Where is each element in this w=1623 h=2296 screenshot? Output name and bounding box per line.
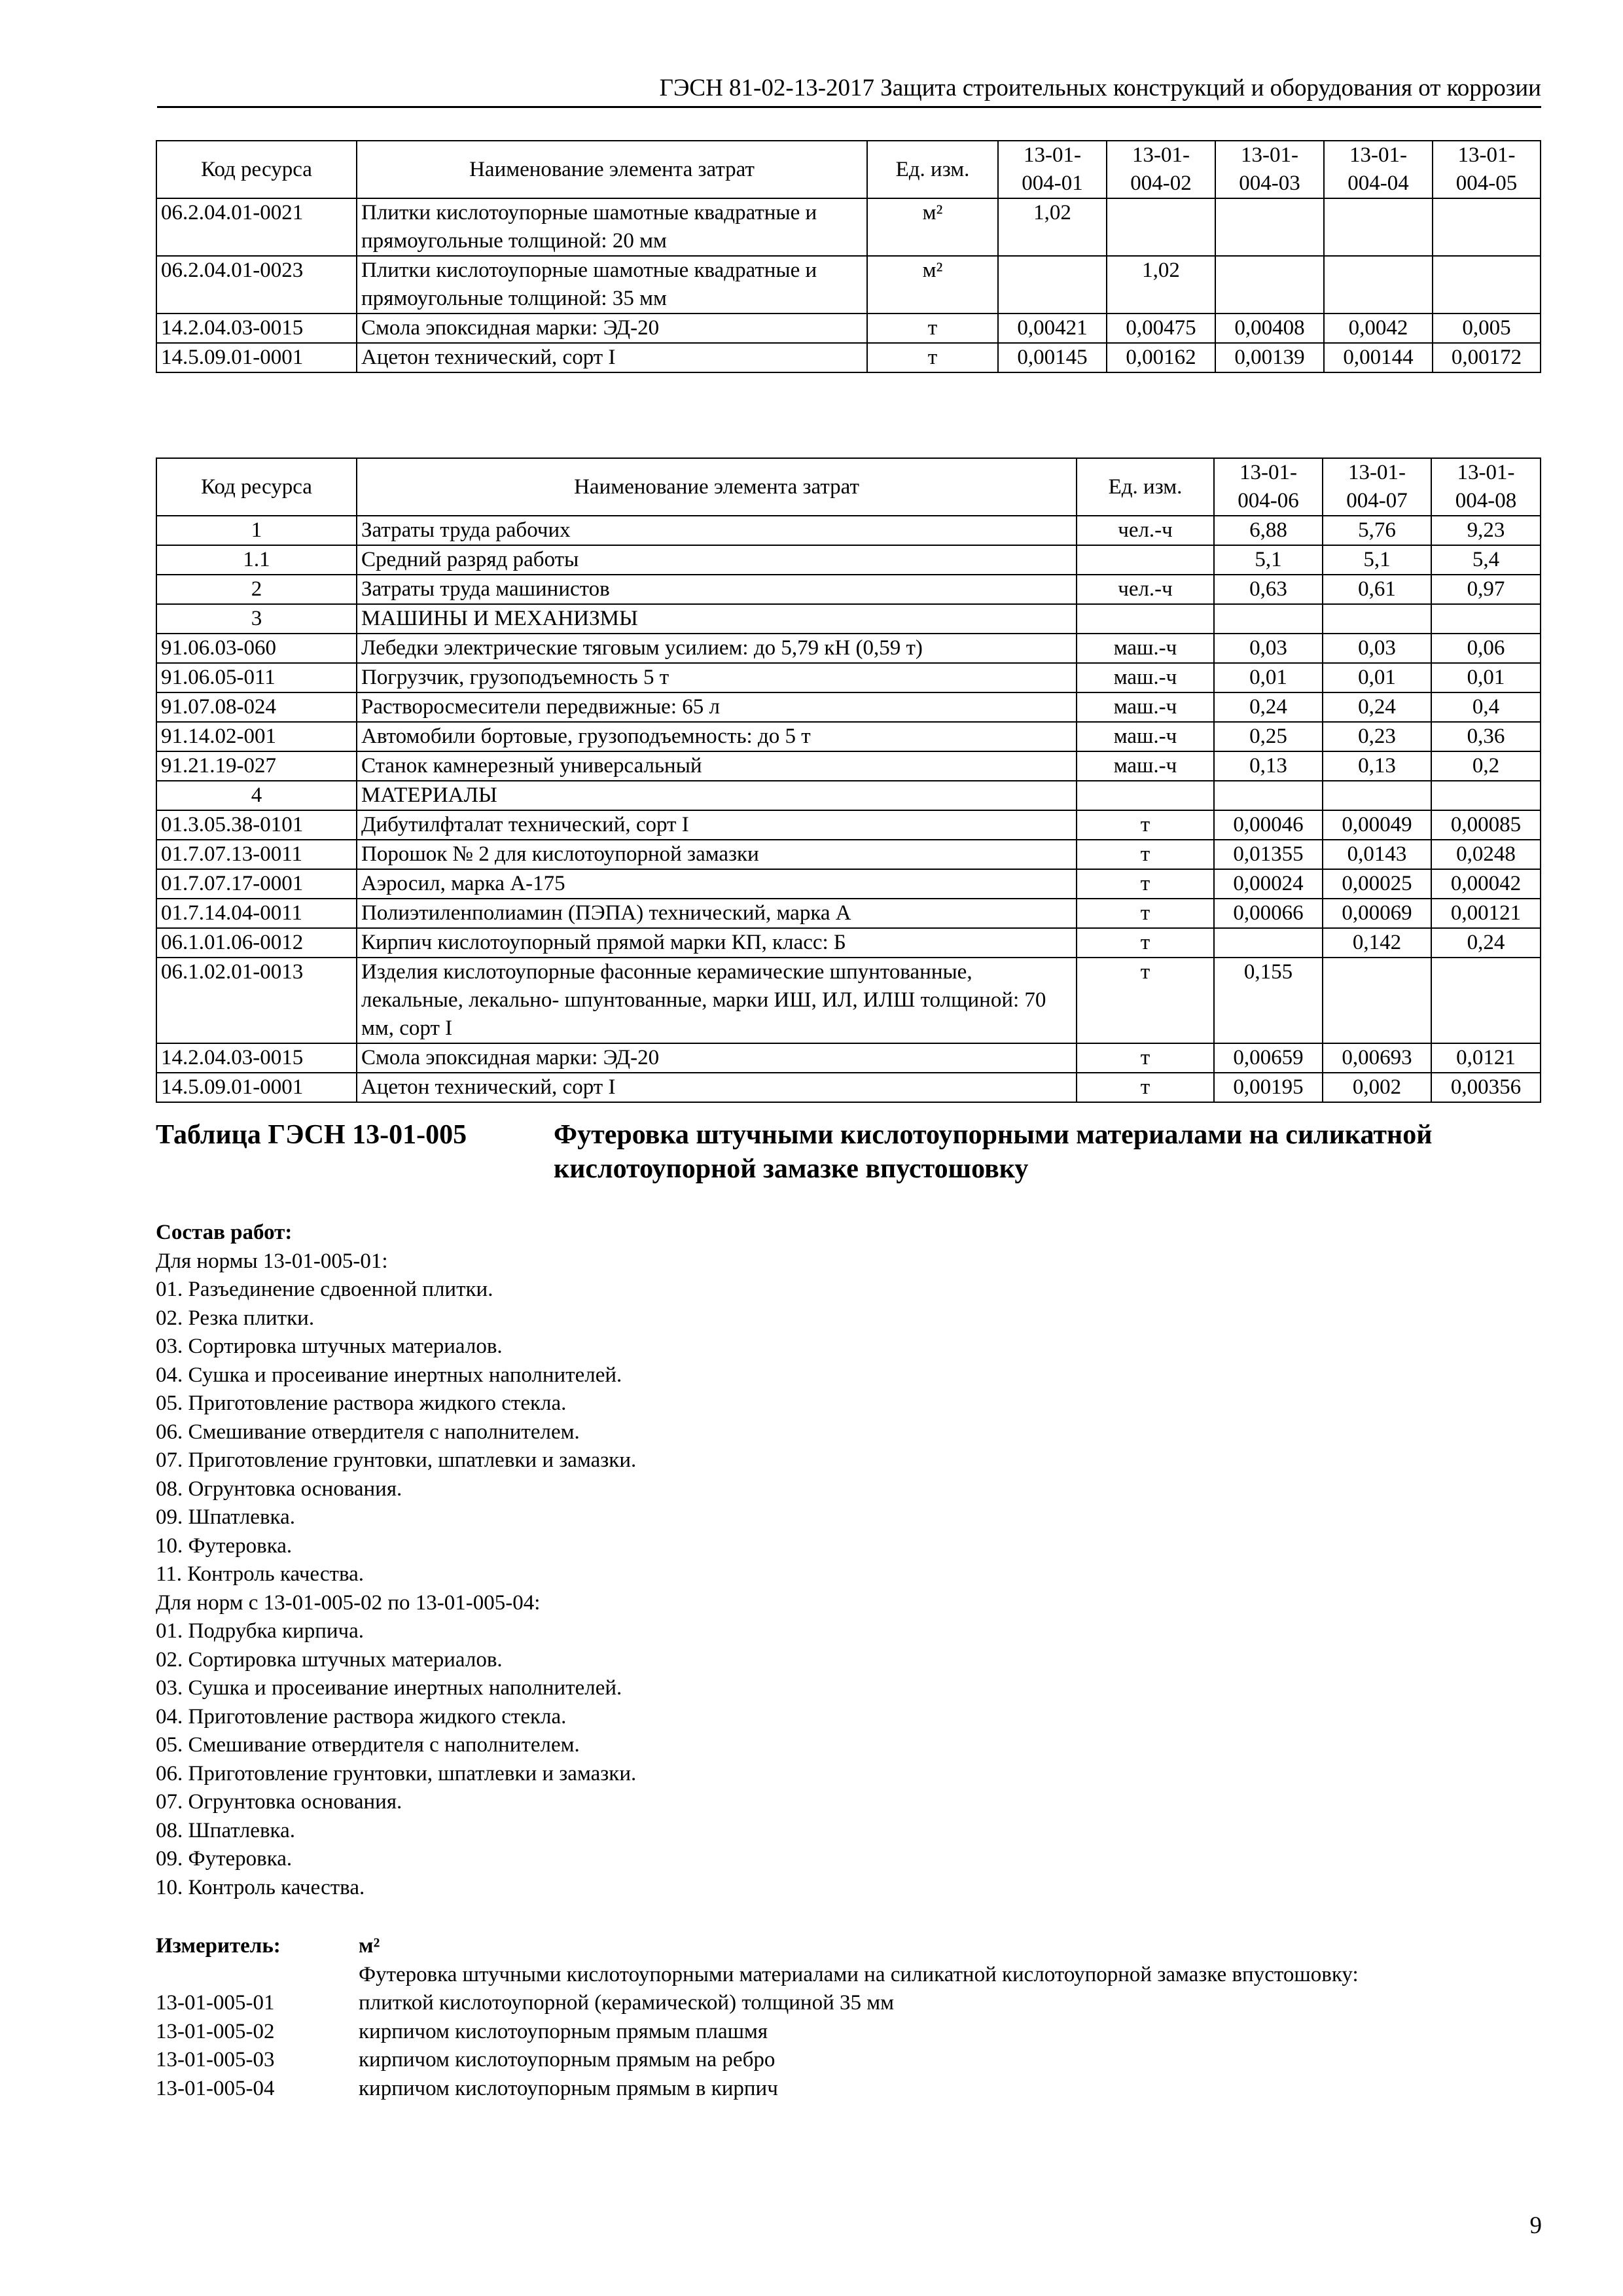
norm-value xyxy=(1214,604,1323,634)
norm-code: 13-01-005-03 xyxy=(156,2048,275,2072)
norm-value: 0,0143 xyxy=(1323,840,1431,869)
resource-code: 01.7.14.04-0011 xyxy=(156,899,357,928)
norm-value: 0,01 xyxy=(1431,663,1541,692)
table-row xyxy=(156,899,1541,928)
resource-unit xyxy=(1077,604,1214,634)
norm-value: 0,24 xyxy=(1323,692,1431,722)
table-row xyxy=(156,692,1541,722)
norm-description: кирпичом кислотоупорным прямым плашмя xyxy=(359,2019,768,2043)
norm-value: 0,00145 xyxy=(998,343,1107,372)
resource-code: 2 xyxy=(156,575,357,604)
work-composition xyxy=(156,1219,1540,1902)
resource-code: 06.1.01.06-0012 xyxy=(156,928,357,958)
norm-value xyxy=(1215,198,1324,256)
norm-value xyxy=(1433,198,1541,256)
resource-unit: т xyxy=(1077,840,1214,869)
col-header-norm: 13-01- 004-06 xyxy=(1214,458,1323,516)
table-row xyxy=(156,198,1541,256)
norm-value: 9,23 xyxy=(1431,516,1541,545)
norm-value: 5,1 xyxy=(1323,545,1431,575)
norm-value: 1,02 xyxy=(1107,256,1215,314)
work-step: 09. Футеровка. xyxy=(156,1847,293,1871)
col-header-norm: 13-01- 004-05 xyxy=(1433,141,1541,198)
norm-value: 0,25 xyxy=(1214,722,1323,751)
col-header-norm: 13-01- 004-07 xyxy=(1323,458,1431,516)
resource-name: Растворосмесители передвижные: 65 л xyxy=(357,692,1077,722)
table-row xyxy=(156,516,1541,545)
work-step: 08. Шпатлевка. xyxy=(156,1818,295,1842)
resource-code: 91.06.05-011 xyxy=(156,663,357,692)
work-step: 05. Приготовление раствора жидкого стекла. xyxy=(156,1391,567,1415)
norm-value: 0,00693 xyxy=(1323,1043,1431,1073)
resource-name: Автомобили бортовые, грузоподъемность: до 5 т xyxy=(357,722,1077,751)
work-step: 10. Контроль качества. xyxy=(156,1875,365,1899)
work-step: 01. Разъединение сдвоенной плитки. xyxy=(156,1278,493,1301)
table-row xyxy=(156,575,1541,604)
norm-value: 0,2 xyxy=(1431,751,1541,781)
norm-value: 0,155 xyxy=(1214,958,1323,1043)
norm-value: 0,00121 xyxy=(1431,899,1541,928)
norm-value xyxy=(998,256,1107,314)
resource-name: Плитки кислотоупорные шамотные квадратные и прямоугольные толщиной: 35 мм xyxy=(357,256,867,314)
meter-section xyxy=(156,1932,1540,2103)
norm-value: 0,00139 xyxy=(1215,343,1324,372)
resource-name: Порошок № 2 для кислотоупорной замазки xyxy=(357,840,1077,869)
table-row xyxy=(156,314,1541,343)
resource-code: 1 xyxy=(156,516,357,545)
norm-value xyxy=(1324,256,1433,314)
resource-code: 14.2.04.03-0015 xyxy=(156,1043,357,1073)
resource-name: МАТЕРИАЛЫ xyxy=(357,781,1077,810)
resource-name: Смола эпоксидная марки: ЭД-20 xyxy=(357,1043,1077,1073)
resource-name: Станок камнерезный универсальный xyxy=(357,751,1077,781)
resource-unit: т xyxy=(1077,1043,1214,1073)
resource-unit: чел.-ч xyxy=(1077,516,1214,545)
table-row xyxy=(156,343,1541,372)
norm-value xyxy=(1215,256,1324,314)
norm-value: 0,0121 xyxy=(1431,1043,1541,1073)
work-step: 10. Футеровка. xyxy=(156,1534,293,1558)
resource-code: 06.1.02.01-0013 xyxy=(156,958,357,1043)
norm-value: 0,142 xyxy=(1323,928,1431,958)
table-row xyxy=(156,810,1541,840)
norm-value xyxy=(1431,604,1541,634)
norm-value xyxy=(1323,604,1431,634)
resource-code: 91.21.19-027 xyxy=(156,751,357,781)
meter-item xyxy=(156,2075,1540,2104)
norm-value: 1,02 xyxy=(998,198,1107,256)
norm-value: 0,63 xyxy=(1214,575,1323,604)
resource-name: Полиэтиленполиамин (ПЭПА) технический, марка А xyxy=(357,899,1077,928)
meter-unit: м² xyxy=(359,1934,380,1958)
work-step: 07. Приготовление грунтовки, шпатлевки и замазки. xyxy=(156,1448,637,1472)
norm-value: 5,4 xyxy=(1431,545,1541,575)
norm-value: 5,1 xyxy=(1214,545,1323,575)
work-step: 03. Сушка и просеивание инертных наполнителей. xyxy=(156,1676,622,1700)
resource-name: Кирпич кислотоупорный прямой марки КП, класс: Б xyxy=(357,928,1077,958)
norm-value: 0,24 xyxy=(1431,928,1541,958)
resource-name: Изделия кислотоупорные фасонные керамические шпунтованные, лекальные, лекально- шпунтованные, марки ИШ, ИЛ, ИЛШ толщиной: 70 мм, сорт I xyxy=(357,958,1077,1043)
norm-value: 0,06 xyxy=(1431,634,1541,663)
norm-value: 0,0042 xyxy=(1324,314,1433,343)
table-row xyxy=(156,1043,1541,1073)
norm-value: 0,005 xyxy=(1433,314,1541,343)
resource-code: 01.3.05.38-0101 xyxy=(156,810,357,840)
norm-value: 0,00085 xyxy=(1431,810,1541,840)
norm-value: 6,88 xyxy=(1214,516,1323,545)
col-header-name: Наименование элемента затрат xyxy=(357,458,1077,516)
norm-value: 0,24 xyxy=(1214,692,1323,722)
norm-description: плиткой кислотоупорной (керамической) толщиной 35 мм xyxy=(359,1991,894,2015)
resource-unit xyxy=(1077,545,1214,575)
resource-unit: чел.-ч xyxy=(1077,575,1214,604)
col-header-norm: 13-01- 004-02 xyxy=(1107,141,1215,198)
table-row xyxy=(156,256,1541,314)
resource-code: 06.2.04.01-0021 xyxy=(156,198,357,256)
resource-name: Ацетон технический, сорт I xyxy=(357,343,867,372)
work-step: 05. Смешивание отвердителя с наполнителем. xyxy=(156,1733,580,1757)
resource-unit: т xyxy=(1077,899,1214,928)
work-step: 11. Контроль качества. xyxy=(156,1562,364,1586)
col-header-norm: 13-01- 004-04 xyxy=(1324,141,1433,198)
resource-code: 14.5.09.01-0001 xyxy=(156,343,357,372)
resource-unit: маш.-ч xyxy=(1077,692,1214,722)
resource-name: Затраты труда машинистов xyxy=(357,575,1077,604)
col-header-norm: 13-01- 004-01 xyxy=(998,141,1107,198)
table-header-row xyxy=(156,141,1541,198)
norm-value: 0,00049 xyxy=(1323,810,1431,840)
norm-value: 0,00356 xyxy=(1431,1073,1541,1102)
norm-value: 5,76 xyxy=(1323,516,1431,545)
norm-value xyxy=(1214,928,1323,958)
norm-code: 13-01-005-02 xyxy=(156,2019,275,2043)
norm-value: 0,01 xyxy=(1323,663,1431,692)
work-step: 01. Подрубка кирпича. xyxy=(156,1619,365,1643)
resource-code: 01.7.07.17-0001 xyxy=(156,869,357,899)
table-row xyxy=(156,604,1541,634)
meter-item xyxy=(156,2018,1540,2047)
work-step: 04. Приготовление раствора жидкого стекла. xyxy=(156,1704,567,1729)
norm-value xyxy=(1323,958,1431,1043)
norm-value: 0,0248 xyxy=(1431,840,1541,869)
table-row xyxy=(156,1073,1541,1102)
resource-name: Ацетон технический, сорт I xyxy=(357,1073,1077,1102)
resource-code: 01.7.07.13-0011 xyxy=(156,840,357,869)
norm-value: 0,97 xyxy=(1431,575,1541,604)
resource-unit: м² xyxy=(867,198,998,256)
norm-code: 13-01-005-04 xyxy=(156,2076,275,2100)
table-row xyxy=(156,840,1541,869)
work-step: 06. Приготовление грунтовки, шпатлевки и замазки. xyxy=(156,1761,637,1785)
meter-intro: Футеровка штучными кислотоупорными материалами на силикатной кислотоупорной замазке впустошовку: xyxy=(359,1962,1359,1986)
work-step: 07. Огрунтовка основания. xyxy=(156,1790,402,1814)
norm-value: 0,13 xyxy=(1214,751,1323,781)
norm-description: кирпичом кислотоупорным прямым в кирпич xyxy=(359,2076,778,2100)
norm-value: 0,00144 xyxy=(1324,343,1433,372)
col-header-norm: 13-01- 004-08 xyxy=(1431,458,1541,516)
table-row xyxy=(156,663,1541,692)
table-code: Таблица ГЭСН 13-01-005 xyxy=(156,1120,467,1150)
work-step: 02. Сортировка штучных материалов. xyxy=(156,1647,503,1672)
norm-value xyxy=(1433,256,1541,314)
norm-value xyxy=(1431,958,1541,1043)
table-row xyxy=(156,781,1541,810)
norm-value xyxy=(1323,781,1431,810)
col-header-name: Наименование элемента затрат xyxy=(357,141,867,198)
norm-value: 0,00024 xyxy=(1214,869,1323,899)
table-row xyxy=(156,634,1541,663)
meter-item xyxy=(156,2046,1540,2075)
resource-code: 3 xyxy=(156,604,357,634)
norm-value xyxy=(1431,781,1541,810)
col-header-unit: Ед. изм. xyxy=(867,141,998,198)
resource-unit: т xyxy=(867,314,998,343)
norm-description: кирпичом кислотоупорным прямым на ребро xyxy=(359,2048,776,2072)
table-row xyxy=(156,958,1541,1043)
norm-value: 0,00172 xyxy=(1433,343,1541,372)
col-header-unit: Ед. изм. xyxy=(1077,458,1214,516)
resource-unit: т xyxy=(1077,928,1214,958)
norm-value: 0,00069 xyxy=(1323,899,1431,928)
resources-table-1 xyxy=(156,140,1541,373)
resource-unit: т xyxy=(1077,958,1214,1043)
norm-value: 0,01355 xyxy=(1214,840,1323,869)
norm-value: 0,00066 xyxy=(1214,899,1323,928)
resource-unit: маш.-ч xyxy=(1077,634,1214,663)
work-step: 08. Огрунтовка основания. xyxy=(156,1477,402,1501)
work-step: 09. Шпатлевка. xyxy=(156,1505,295,1529)
col-header-norm: 13-01- 004-03 xyxy=(1215,141,1324,198)
resource-name: Аэросил, марка А-175 xyxy=(357,869,1077,899)
resource-unit: т xyxy=(1077,869,1214,899)
work-step: Для нормы 13-01-005-01: xyxy=(156,1249,388,1273)
resource-code: 06.2.04.01-0023 xyxy=(156,256,357,314)
resources-table-2 xyxy=(156,457,1541,1103)
resource-name: Дибутилфталат технический, сорт I xyxy=(357,810,1077,840)
work-step: 02. Резка плитки. xyxy=(156,1306,315,1330)
resource-unit: т xyxy=(1077,810,1214,840)
work-step: Для норм с 13-01-005-02 по 13-01-005-04: xyxy=(156,1590,541,1615)
norm-value xyxy=(1107,198,1215,256)
work-step: 03. Сортировка штучных материалов. xyxy=(156,1335,503,1358)
resource-unit: маш.-ч xyxy=(1077,722,1214,751)
resource-code: 91.06.03-060 xyxy=(156,634,357,663)
norm-value: 0,00046 xyxy=(1214,810,1323,840)
norm-value: 0,61 xyxy=(1323,575,1431,604)
resource-code: 91.07.08-024 xyxy=(156,692,357,722)
resource-code: 1.1 xyxy=(156,545,357,575)
resource-name: Средний разряд работы xyxy=(357,545,1077,575)
norm-code: 13-01-005-01 xyxy=(156,1991,275,2015)
resource-name: Лебедки электрические тяговым усилием: до 5,79 кН (0,59 т) xyxy=(357,634,1077,663)
norm-value: 0,00408 xyxy=(1215,314,1324,343)
work-step: 06. Смешивание отвердителя с наполнителем. xyxy=(156,1420,580,1444)
norm-value: 0,00195 xyxy=(1214,1073,1323,1102)
resource-unit: маш.-ч xyxy=(1077,751,1214,781)
resource-code: 91.14.02-001 xyxy=(156,722,357,751)
resource-name: Затраты труда рабочих xyxy=(357,516,1077,545)
resource-name: Смола эпоксидная марки: ЭД-20 xyxy=(357,314,867,343)
resource-unit: маш.-ч xyxy=(1077,663,1214,692)
norm-value: 0,23 xyxy=(1323,722,1431,751)
resource-code: 4 xyxy=(156,781,357,810)
norm-value: 0,00025 xyxy=(1323,869,1431,899)
norm-value: 0,03 xyxy=(1323,634,1431,663)
norm-value: 0,00162 xyxy=(1107,343,1215,372)
resource-code: 14.2.04.03-0015 xyxy=(156,314,357,343)
table-row xyxy=(156,545,1541,575)
work-step: 04. Сушка и просеивание инертных наполнителей. xyxy=(156,1363,622,1387)
norm-value: 0,13 xyxy=(1323,751,1431,781)
resource-name: Плитки кислотоупорные шамотные квадратные и прямоугольные толщиной: 20 мм xyxy=(357,198,867,256)
meter-label: Измеритель: xyxy=(156,1934,281,1958)
resource-name: Погрузчик, грузоподъемность 5 т xyxy=(357,663,1077,692)
table-name: Футеровка штучными кислотоупорными материалами на силикатной кислотоупорной замазке впустошовку xyxy=(554,1120,1433,1184)
table-row xyxy=(156,722,1541,751)
norm-value: 0,00421 xyxy=(998,314,1107,343)
col-header-code: Код ресурса xyxy=(156,141,357,198)
norm-value: 0,36 xyxy=(1431,722,1541,751)
meter-item xyxy=(156,1989,1540,2018)
resource-unit xyxy=(1077,781,1214,810)
norm-value: 0,03 xyxy=(1214,634,1323,663)
norm-value: 0,00475 xyxy=(1107,314,1215,343)
resource-unit: м² xyxy=(867,256,998,314)
table-row xyxy=(156,928,1541,958)
running-header: ГЭСН 81-02-13-2017 Защита строительных конструкций и оборудования от коррозии xyxy=(157,73,1541,108)
resource-name: МАШИНЫ И МЕХАНИЗМЫ xyxy=(357,604,1077,634)
norm-value: 0,002 xyxy=(1323,1073,1431,1102)
norm-value: 0,4 xyxy=(1431,692,1541,722)
resource-unit: т xyxy=(1077,1073,1214,1102)
col-header-code: Код ресурса xyxy=(156,458,357,516)
page-number: 9 xyxy=(1529,2212,1542,2239)
norm-value: 0,00042 xyxy=(1431,869,1541,899)
work-composition-heading: Состав работ: xyxy=(156,1221,293,1244)
norm-value: 0,01 xyxy=(1214,663,1323,692)
table-row xyxy=(156,751,1541,781)
resource-unit: т xyxy=(867,343,998,372)
norm-value xyxy=(1324,198,1433,256)
resource-code: 14.5.09.01-0001 xyxy=(156,1073,357,1102)
table-header-row xyxy=(156,458,1541,516)
table-row xyxy=(156,869,1541,899)
norm-value xyxy=(1214,781,1323,810)
norm-value: 0,00659 xyxy=(1214,1043,1323,1073)
